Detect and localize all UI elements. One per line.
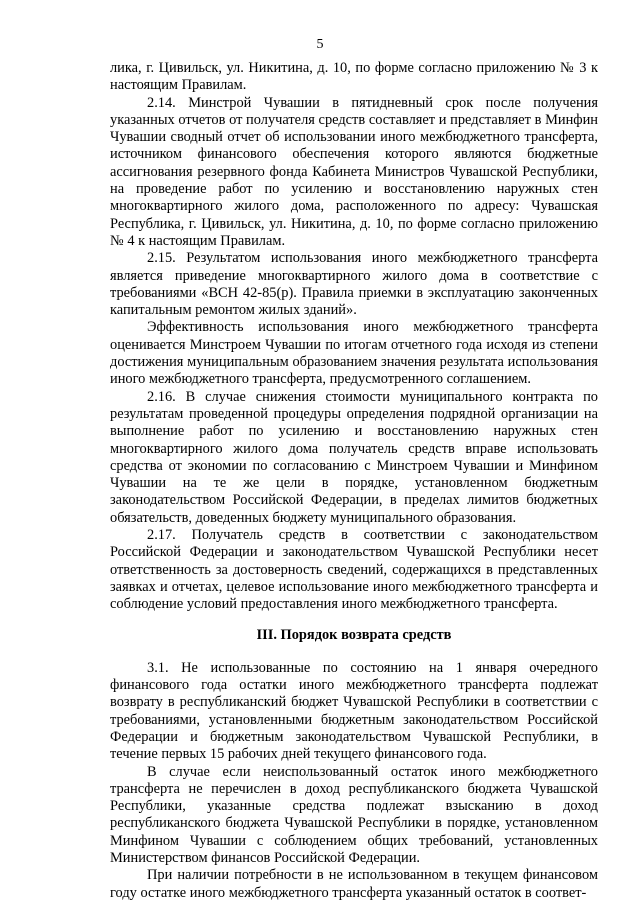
paragraph-2-15: 2.15. Результатом использования иного межбюджетного трансферта является приведение многоквартирного жилого дома в соответствие с требованиями «ВСН 42-85(р). Правила приемки в эксплуатацию законченных капитальным ремонтом жилых зданий». bbox=[110, 250, 598, 319]
paragraph-2-14: 2.14. Минстрой Чувашии в пятидневный срок после получения указанных отчетов от получателя средств составляет и представляет в Минфин Чувашии сводный отчет об использовании иного межбюджетного трансферта, источником финансового обеспечения которого являются бюджетные ассигнования резервного фонда Кабинета Министров Чувашской Республики, на проведение работ по усилению и восстановлению наружных стен многоквартирного жилого дома, расположенного по адресу: Чувашская Республика, г. Цивильск, ул. Никитина, д. 10, по форме согласно приложению № 4 к настоящим Правилам. bbox=[110, 94, 598, 249]
paragraph-continuation: лика, г. Цивильск, ул. Никитина, д. 10, по форме согласно приложению № 3 к настоящим Правилам. bbox=[110, 60, 598, 94]
paragraph-need-balance: При наличии потребности в не использованном в текущем финансовом году остатке иного межбюджетного трансферта указанный остаток в соответ- bbox=[110, 867, 598, 901]
section-heading: III. Порядок возврата средств bbox=[256, 626, 452, 643]
paragraph-2-16: 2.16. В случае снижения стоимости муниципального контракта по результатам проведенной процедуры определения подрядной организации на выполнение работ по усилению и восстановлению наружных стен многоквартирного жилого дома получатель средств вправе использовать средства от экономии по согласованию с Минстроем Чувашии и Минфином Чувашии на те же цели в порядке, установленном бюджетным законодательством Российской Федерации, в пределах лимитов бюджетных обязательств, доведенных бюджету муниципального образования. bbox=[110, 388, 598, 526]
paragraph-efficiency: Эффективность использования иного межбюджетного трансферта оценивается Минстроем Чувашии по итогам отчетного года исходя из степени достижения муниципальным образованием значения результата использования иного межбюджетного трансферта, предусмотренного соглашением. bbox=[110, 319, 598, 388]
document-body bbox=[110, 60, 598, 902]
paragraph-unused-balance: В случае если неиспользованный остаток иного межбюджетного трансферта не перечислен в доход республиканского бюджета Чувашской Республики, указанные средства подлежат взысканию в доход республиканского бюджета Чувашской Республики в порядке, установленном Минфином Чувашии с соблюдением общих требований, установленных Министерством финансов Российской Федерации. bbox=[110, 763, 598, 867]
page-number: 5 bbox=[316, 37, 324, 52]
paragraph-2-17: 2.17. Получатель средств в соответствии с законодательством Российской Федерации и законодательством Чувашской Республики несет ответственность за достоверность сведений, содержащихся в представленных заявках и отчетах, целевое использование иного межбюджетного трансферта и соблюдение условий предоставления иного межбюджетного трансферта. bbox=[110, 527, 598, 613]
paragraph-3-1: 3.1. Не использованные по состоянию на 1 января очередного финансового года остатки иного межбюджетного трансферта подлежат возврату в республиканский бюджет Чувашской Республики в соответствии с требованиями, установленными бюджетным законодательством Российской Федерации и бюджетным законодательством Чувашской Республики, в течение первых 15 рабочих дней текущего финансового года. bbox=[110, 659, 598, 763]
